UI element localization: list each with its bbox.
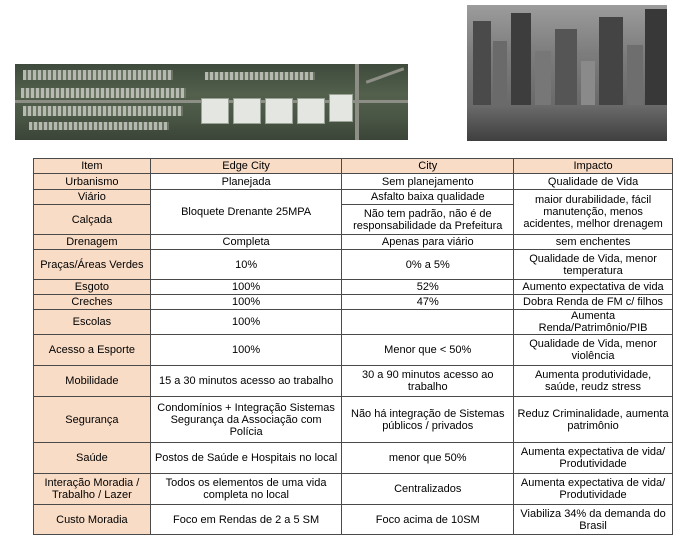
comparison-table	[33, 158, 673, 535]
edge-seguranca: Condomínios + Integração Sistemas Segurança da Associação com Polícia	[150, 397, 342, 443]
city-seguranca: Não há integração de Sistemas públicos / privados	[342, 397, 514, 443]
table-row	[34, 505, 673, 535]
city-calcada: Não tem padrão, não é de responsabilidade da Prefeitura	[342, 205, 514, 235]
impacto-saude: Aumenta expectativa de vida/ Produtividade	[514, 443, 673, 474]
edge-saude: Postos de Saúde e Hospitais no local	[150, 443, 342, 474]
warehouse-3	[265, 98, 293, 124]
table-row	[34, 190, 673, 205]
table-row	[34, 474, 673, 505]
city-urbanismo: Sem planejamento	[342, 174, 514, 190]
table-row	[34, 250, 673, 280]
low-buildings	[467, 105, 667, 141]
edge-interacao: Todos os elementos de uma vida completa no local	[150, 474, 342, 505]
city-creches: 47%	[342, 295, 514, 310]
item-esgoto: Esgoto	[34, 280, 151, 295]
item-urbanismo: Urbanismo	[34, 174, 151, 190]
edge-pracas: 10%	[150, 250, 342, 280]
table-row	[34, 397, 673, 443]
table-row	[34, 235, 673, 250]
warehouse-4	[297, 98, 325, 124]
item-saude: Saúde	[34, 443, 151, 474]
city-drenagem: Apenas para viário	[342, 235, 514, 250]
housing-rows-top	[23, 70, 173, 80]
impacto-pracas: Qualidade de Vida, menor temperatura	[514, 250, 673, 280]
road-vertical	[355, 64, 359, 140]
housing-rows-mid	[21, 88, 186, 98]
impacto-interacao: Aumenta expectativa de vida/ Produtividade	[514, 474, 673, 505]
impacto-drenagem: sem enchentes	[514, 235, 673, 250]
edge-custo: Foco em Rendas de 2 a 5 SM	[150, 505, 342, 535]
table-row	[34, 310, 673, 335]
item-mobilidade: Mobilidade	[34, 366, 151, 397]
edge-creches: 100%	[150, 295, 342, 310]
table-row	[34, 335, 673, 366]
table-row	[34, 280, 673, 295]
impacto-mobilidade: Aumenta produtividade, saúde, reudz stress	[514, 366, 673, 397]
edge-mobilidade: 15 a 30 minutos acesso ao trabalho	[150, 366, 342, 397]
item-escolas: Escolas	[34, 310, 151, 335]
central-building	[329, 94, 353, 122]
city-pracas: 0% a 5%	[342, 250, 514, 280]
warehouse-2	[233, 98, 261, 124]
city-escolas	[342, 310, 514, 335]
header-item: Item	[34, 159, 151, 174]
city-viario: Asfalto baixa qualidade	[342, 190, 514, 205]
housing-rows-low	[23, 106, 183, 116]
aerial-development-photo	[15, 64, 408, 140]
header-edge-city: Edge City	[150, 159, 342, 174]
edge-esporte: 100%	[150, 335, 342, 366]
city-skyline-photo	[467, 5, 667, 141]
edge-drenagem: Completa	[150, 235, 342, 250]
edge-viario-calcada: Bloquete Drenante 25MPA	[150, 190, 342, 235]
impacto-urbanismo: Qualidade de Vida	[514, 174, 673, 190]
item-seguranca: Segurança	[34, 397, 151, 443]
impacto-creches: Dobra Renda de FM c/ filhos	[514, 295, 673, 310]
edge-urbanismo: Planejada	[150, 174, 342, 190]
impacto-seguranca: Reduz Criminalidade, aumenta patrimônio	[514, 397, 673, 443]
item-drenagem: Drenagem	[34, 235, 151, 250]
warehouse-1	[201, 98, 229, 124]
item-creches: Creches	[34, 295, 151, 310]
impacto-esgoto: Aumento expectativa de vida	[514, 280, 673, 295]
city-esporte: Menor que < 50%	[342, 335, 514, 366]
road-curve	[366, 67, 405, 83]
impacto-escolas: Aumenta Renda/Patrimônio/PIB	[514, 310, 673, 335]
item-interacao: Interação Moradia / Trabalho / Lazer	[34, 474, 151, 505]
city-custo: Foco acima de 10SM	[342, 505, 514, 535]
city-esgoto: 52%	[342, 280, 514, 295]
city-mobilidade: 30 a 90 minutos acesso ao trabalho	[342, 366, 514, 397]
edge-escolas: 100%	[150, 310, 342, 335]
housing-rows-right	[205, 72, 315, 80]
item-pracas: Praças/Áreas Verdes	[34, 250, 151, 280]
item-calcada: Calçada	[34, 205, 151, 235]
header-impacto: Impacto	[514, 159, 673, 174]
item-viario: Viário	[34, 190, 151, 205]
item-custo: Custo Moradia	[34, 505, 151, 535]
city-interacao: Centralizados	[342, 474, 514, 505]
table-row	[34, 366, 673, 397]
table-header-row	[34, 159, 673, 174]
impacto-esporte: Qualidade de Vida, menor violência	[514, 335, 673, 366]
impacto-viario-calcada: maior durabilidade, fácil manutenção, menos acidentes, melhor drenagem	[514, 190, 673, 235]
impacto-custo: Viabiliza 34% da demanda do Brasil	[514, 505, 673, 535]
table-row	[34, 295, 673, 310]
table-row	[34, 174, 673, 190]
edge-esgoto: 100%	[150, 280, 342, 295]
header-city: City	[342, 159, 514, 174]
city-saude: menor que 50%	[342, 443, 514, 474]
housing-rows-bottom	[29, 122, 169, 130]
table-row	[34, 443, 673, 474]
item-esporte: Acesso a Esporte	[34, 335, 151, 366]
